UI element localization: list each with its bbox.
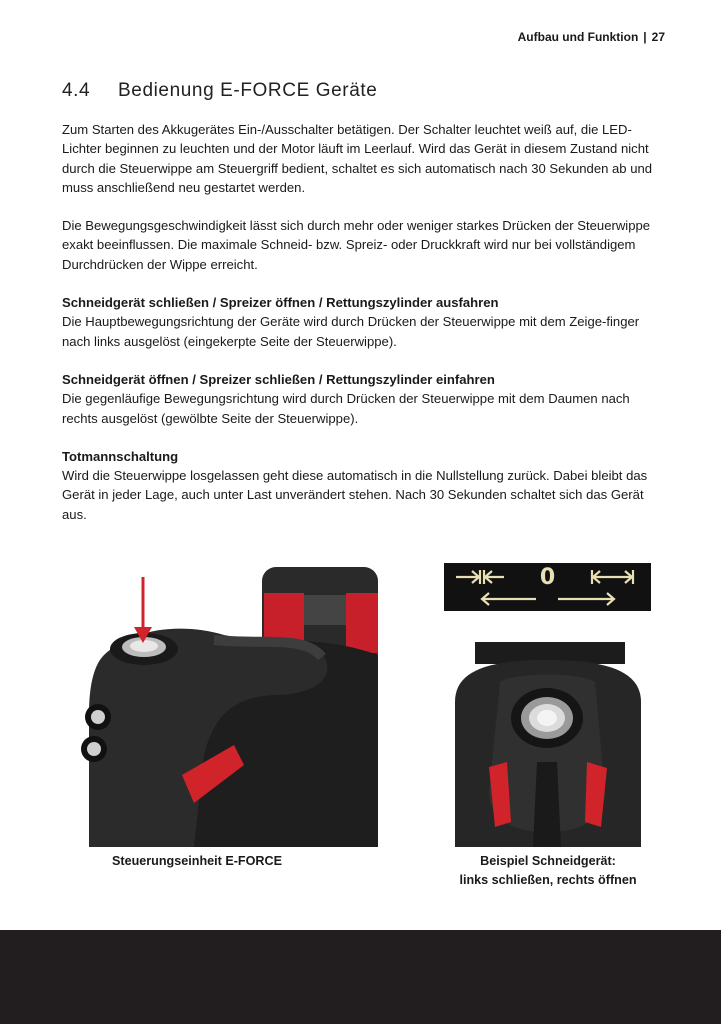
paragraph-speed: Die Bewegungsgeschwindigkeit lässt sich durch mehr oder weniger starkes Drücken der Steuerwippe exakt beeinflussen. Die maximale Schneid- bzw. Spreiz- oder Druckkraft wird nur bei vollständigem Durchdrücken der Wippe erreicht. (62, 218, 651, 272)
control-unit-photo (64, 565, 378, 847)
section-title (62, 80, 377, 102)
header-section: Aufbau und Funktion (517, 30, 639, 44)
caption-cutter-example (420, 852, 676, 890)
direction-symbol-panel (444, 563, 651, 611)
paragraph-close: Die Hauptbewegungsrichtung der Geräte wird durch Drücken der Steuerwippe mit dem Zeige-finger nach links ausgelöst (eingekerpte Seite der Steuerwippe). (62, 314, 640, 349)
caption-right-line1: Beispiel Schneidgerät: (480, 854, 616, 868)
header-page-number: 27 (651, 30, 665, 44)
paragraph-open: Die gegenläufige Bewegungsrichtung wird durch Drücken der Steuerwippe mit dem Daumen nach rechts ausgelöst (gewölbte Seite der Steuerwippe). (62, 391, 630, 426)
body-text (62, 120, 662, 543)
caption-right-line2: links schließen, rechts öffnen (459, 873, 637, 887)
heading-close: Schneidgerät schließen / Spreizer öffnen / Rettungszylinder ausfahren (62, 295, 499, 311)
neutral-position-label: 0 (539, 565, 556, 590)
header-separator: | (643, 30, 647, 44)
rocker-closeup-photo (445, 642, 649, 847)
section-number: 4.4 (62, 80, 91, 101)
page-header (518, 30, 665, 44)
caption-control-unit (64, 852, 330, 871)
caption-left-text: Steuerungseinheit E-FORCE (111, 854, 283, 868)
paragraph-start: Zum Starten des Akkugerätes Ein-/Ausschalter betätigen. Der Schalter leuchtet weiß auf, die LED-Lichter beginnen zu leuchten und der Motor läuft im Leerlauf. Wird das Gerät in diesem Zustand nicht durch die Steuerwippe am Steuergriff bedient, schaltet es sich automatisch nach 30 Sekunden ab und muss anschließend neu gestartet werden. (62, 122, 653, 195)
heading-open: Schneidgerät öffnen / Spreizer schließen / Rettungszylinder einfahren (62, 371, 495, 387)
section-title-text: Bedienung E-FORCE Geräte (118, 80, 378, 101)
heading-deadman: Totmannschaltung (62, 448, 179, 464)
page-footer-band (0, 930, 721, 1024)
paragraph-deadman: Wird die Steuerwippe losgelassen geht diese automatisch in die Nullstellung zurück. Dabei bleibt das Gerät in jeder Lage, auch unter Last unverändert stehen. Nach 30 Sekunden schaltet sich das Gerät aus. (62, 468, 648, 522)
